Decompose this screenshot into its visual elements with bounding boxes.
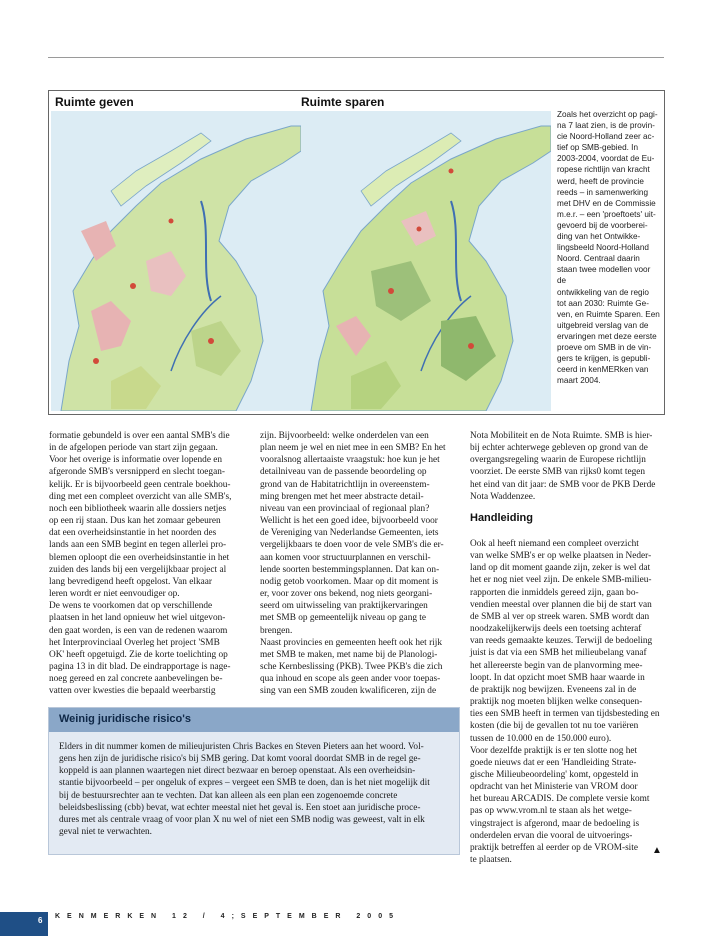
article-column-3-intro: Nota Mobiliteit en de Nota Ruimte. SMB is hier- bij echter achterwege gebleven op grond van de overgangsregeling waarin de Europese richtlijn voorziet. De eerste SMB van rijks0 komt tegen het eind van dit jaar: de SMB voor de PKB Derde Nota Waddenzee. (470, 431, 656, 502)
map-label-right: Ruimte sparen (301, 95, 385, 109)
page-number: 6 (38, 916, 43, 925)
map-figure (48, 90, 665, 415)
end-of-article-icon: ▲ (652, 845, 662, 856)
map-caption: Zoals het overzicht op pagi- na 7 laat zien, is de provin- cie Noord-Holland zeer ac- tief op SMB-gebied. In 2003-2004, voordat de Eu- ropese richtlijn van kracht werd, heeft de provincie reeds – in samenwerking met DHV en de Commissie m.e.r. – een 'proeftoets' uit- gevoerd bij de voorberei- ding van het Ontwikke- lingsbeeld Noord-Holland Noord. Centraal daarin staan twee modellen voor de ontwikkeling van de regio tot aan 2030: Ruimte Ge- ven, en Ruimte Sparen. Een uitgebreid verslag van de ervaringen met deze eerste proeve om SMB in de vin- gers te krijgen, is gepubli- ceerd in kenMERken van maart 2004. (557, 110, 660, 386)
map-label-left: Ruimte geven (55, 95, 134, 109)
sidebar-box-body: Elders in dit nummer komen de milieujuristen Chris Backes en Steven Pieters aan het woord. Vol- gens hen zijn de juridische risico's bij SMB gering. Dat komt vooral doordat SMB in de regel ge- koppeld is aan plannen waartegen niet direct bezwaar en beroep openstaat. Als een overheidsin- stantie bijvoorbeeld – per ongeluk of expres – vergeet een SMB te doen, dan is het niet mogelijk dit bij de bestuursrechter aan te vechten. Dat kan alleen als een plan een zogenoemde concrete beleidsbeslissing (cbb) bevat, wat echter meestal niet het geval is. Een stoet aan juridische proce- dures met als centrale vraag of voor plan X nu wel of niet een SMB nodig was geweest, valt in elk geval niet te verwachten. (59, 742, 430, 838)
page-number-block (0, 912, 48, 936)
article-column-1: formatie gebundeld is over een aantal SMB's die in de afgelopen periode van start zijn gegaan. Voor het overige is informatie over lopende en afgeronde SMB's versnipperd en slecht toegan- kelijk. Er is bijvoorbeeld geen centrale boekhou- ding met een compleet overzicht van alle SMB's, noch een bibliotheek waarin alle dossiers netjes op een rij staan. Dus kan het zomaar gebeuren dat een overheidsinstantie in het noorden des lands aan een SMB begint en tegen allerlei pro- blemen oploopt die een overheidsinstantie in het zuiden des lands bij een vergelijkbaar project al lang bevredigend heeft opgelost. Van elkaar leren wordt er niet eenvoudiger op. De wens te voorkomen dat op verschillende plaatsen in het land opnieuw het wiel uitgevon- den gaat worden, is een van de redenen waarom het Interprovinciaal Overleg het project 'SMB OK' heeft opgetuigd. Zie de korte toelichting op pagina 13 in dit blad. De eindrapportage is nage- noeg gereed en zal concrete aanbevelingen be- vatten over kwesties die bepaald weerbarstig (49, 431, 232, 697)
sidebar-box-header (49, 708, 459, 732)
sidebar-box-title: Weinig juridische risico's (59, 713, 192, 725)
article-column-2: zijn. Bijvoorbeeld: welke onderdelen van een plan neem je wel en niet mee in een SMB? En het vooralsnog allertaaiste vraagstuk: hoe kun je het detailniveau van de passende beoordeling op grond van de Habitatrichtlijn in overeenstem- ming brengen met het meer abstracte detail- niveau van een provinciaal of regionaal plan? Wellicht is het een goed idee, bijvoorbeeld voor de Vereniging van Nederlandse Gemeenten, iets vergelijkbaars te doen voor de vele SMB's die er- aan komen voor structuurplannen en verschil- lende soorten bestemmingsplannen. Dat kan on- nodig getob voorkomen. Maar op dit moment is er, voor zover ons bekend, nog niets georgani- seerd om uitwisseling van praktijkervaringen met SMB op gemeentelijk niveau op gang te brengen. Naast provincies en gemeenten heeft ook het rijk met SMB te maken, met name bij de Planologi- sche Kernbeslissing (PKB). Twee PKB's die zich qua inhoud en scope als geen ander voor toepas- sing van een SMB zouden kwalificeren, zijn de (260, 431, 446, 697)
map-ruimte-sparen (301, 111, 551, 411)
top-rule (48, 57, 664, 58)
article-column-3-body: Ook al heeft niemand een compleet overzicht van welke SMB's er op welke plaatsen in Neder- land op dit moment gaande zijn, zeker is wel dat het er nog niet veel zijn. De enkele SMB-milieu- rapporten die inmiddels gereed zijn, gaan bo- vendien meestal over plannen die bij de start van de SMB al ver op streek waren. SMB wordt dan noodzakelijkerwijs deels een toetsing achteraf van reeds gemaakte keuzes. Terwijl de bedoeling juist is dat via een SMB het milieubelang vanaf het allereerste begin van de planvorming mee- loopt. In dat opzicht moet SMB haar waarde in de praktijk nog bewijzen. Eveneens zal in de praktijk nog moeten blijken welke consequen- ties een SMB heeft in termen van tijdsbesteding en kosten (die bij de gevallen tot nu toe variëren tussen de 10.000 en de 150.000 euro). Voor dezelfde praktijk is er ten slotte nog het goede nieuws dat er een 'Handleiding Strate- gische Milieubeoordeling' komt, opgesteld in opdracht van het Ministerie van VROM door het bureau ARCADIS. De complete versie komt pas op www.vrom.nl te staan als het wetge- vingstraject is afgerond, maar de bedoeling is onderdelen ervan die vooral de uitvoerings- praktijk betreffen al eerder op de VROM-site te plaatsen. (470, 539, 660, 866)
running-footer: KENMERKEN 12 / 4;SEPTEMBER 2005 (55, 913, 400, 920)
section-heading-handleiding: Handleiding (470, 512, 533, 524)
sidebar-box (48, 707, 460, 855)
map-ruimte-geven (51, 111, 301, 411)
